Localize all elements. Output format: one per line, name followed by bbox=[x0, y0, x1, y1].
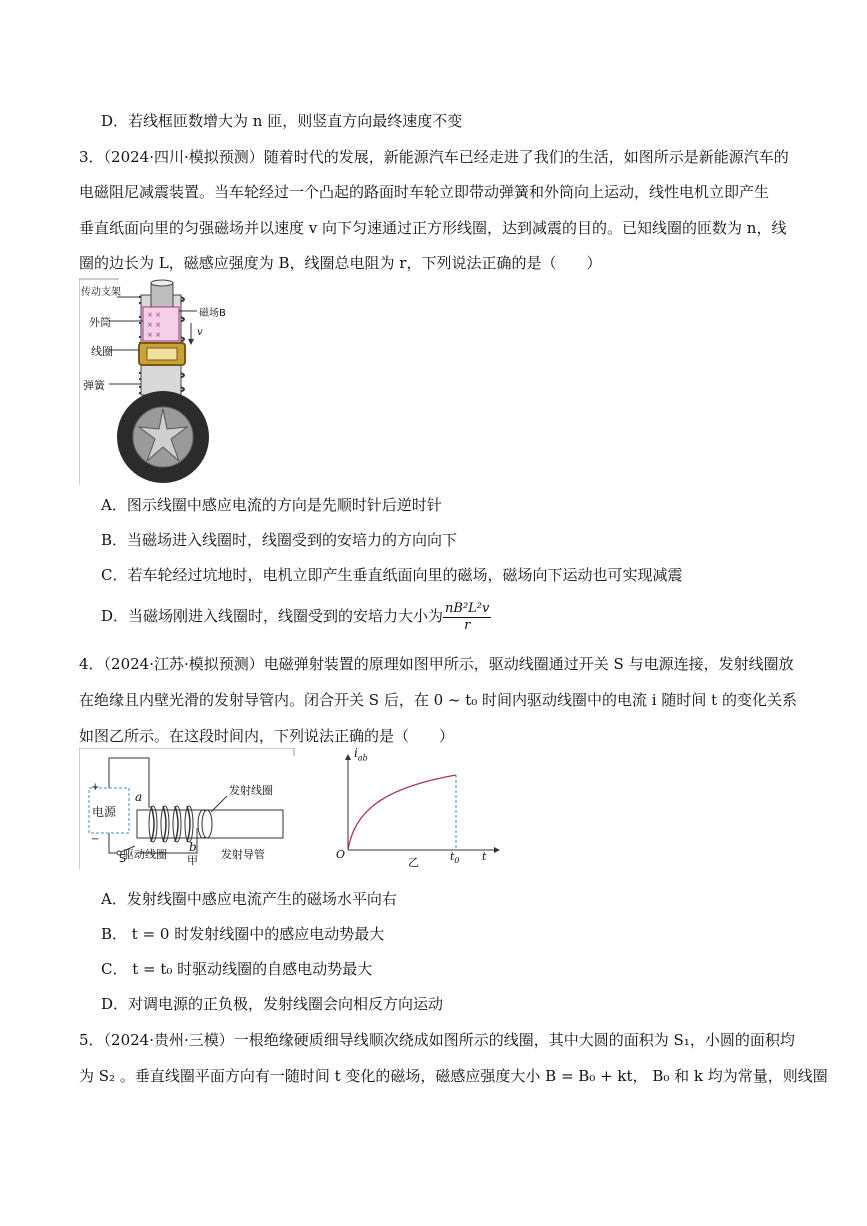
q3-line-3: 垂直纸面向里的匀强磁场并以速度 v 向下匀速通过正方形线圈，达到减震的目的。已知线圈的匝数为 n，线 bbox=[79, 219, 787, 237]
svg-text:× ×: × × bbox=[147, 321, 161, 329]
q5-line-1: 5．（2024·贵州·三模）一根绝缘硬质细导线顺次绕成如图所示的线圈，其中大圆的面积为 S₁，小圆的面积均 bbox=[79, 1031, 795, 1049]
y-axis-subscript: ab bbox=[357, 753, 368, 763]
q4-option-c: C． t = t₀ 时驱动线圈的自感电动势最大 bbox=[101, 960, 373, 978]
origin-label: O bbox=[336, 848, 346, 861]
terminal-a-label: a bbox=[135, 790, 143, 804]
svg-text:× ×: × × bbox=[147, 331, 161, 339]
y-axis-symbol: i bbox=[354, 746, 358, 760]
t0-symbol: t bbox=[450, 850, 455, 863]
drive-coil-label: 驱动线圈 bbox=[123, 848, 167, 861]
fraction-denominator: r bbox=[464, 617, 471, 633]
q4-line-3: 如图乙所示。在这段时间内，下列说法正确的是（ ） bbox=[79, 727, 455, 745]
launch-tube-label: 发射导管 bbox=[221, 848, 265, 861]
plus-terminal: + bbox=[91, 782, 100, 793]
fraction-numerator: nB²L²v bbox=[445, 600, 490, 616]
q3-line-4: 圈的边长为 L，磁感应强度为 B，线圈总电阻为 r，下列说法正确的是（ ） bbox=[79, 254, 602, 272]
q4-option-a: A．发射线圈中感应电流产生的磁场水平向右 bbox=[101, 890, 397, 908]
figure-a-caption: 甲 bbox=[187, 854, 198, 867]
svg-text:× ×: × × bbox=[147, 311, 161, 319]
minus-terminal: − bbox=[91, 834, 100, 845]
terminal-b-label: b bbox=[189, 840, 197, 854]
label-coil: 线圈 bbox=[91, 345, 113, 358]
q3-option-d bbox=[101, 598, 491, 634]
q4-figure-b bbox=[332, 746, 502, 870]
launch-coil-label: 发射线圈 bbox=[229, 784, 273, 797]
q3-line-2: 电磁阻尼减震装置。当车轮经过一个凸起的路面时车轮立即带动弹簧和外筒向上运动，线性电机立即产生 bbox=[79, 183, 770, 201]
t0-label bbox=[450, 850, 460, 865]
q4-figure-a bbox=[79, 748, 299, 870]
q3-option-a: A．图示线圈中感应电流的方向是先顺时针后逆时针 bbox=[101, 496, 442, 514]
switch-label: S bbox=[119, 852, 126, 865]
label-support: 传动支架 bbox=[81, 287, 121, 298]
label-outer-tube: 外筒 bbox=[89, 316, 111, 329]
q4-option-b: B． t = 0 时发射线圈中的感应电动势最大 bbox=[101, 925, 385, 943]
current-time-graph bbox=[332, 752, 502, 870]
q4-line-1: 4．（2024·江苏·模拟预测）电磁弹射装置的原理如图甲所示，驱动线圈通过开关 S 与电源连接，发射线圈放 bbox=[79, 655, 794, 673]
q4-option-d: D．对调电源的正负极，发射线圈会向相反方向运动 bbox=[101, 995, 444, 1013]
y-axis-label bbox=[354, 746, 368, 762]
q3-option-b: B．当磁场进入线圈时，线圈受到的安培力的方向向下 bbox=[101, 531, 458, 549]
q3-line-1: 3．（2024·四川·模拟预测）随着时代的发展，新能源汽车已经走进了我们的生活，如图所示是新能源汽车的 bbox=[79, 148, 789, 166]
power-source-label: 电源 bbox=[92, 805, 117, 819]
q3-option-c: C．若车轮经过坑地时，电机立即产生垂直纸面向里的磁场，磁场向下运动也可实现减震 bbox=[101, 566, 683, 584]
label-spring: 弹簧 bbox=[83, 379, 105, 392]
x-axis-label: t bbox=[482, 850, 487, 863]
q4-line-2: 在绝缘且内壁光滑的发射导管内。闭合开关 S 后，在 0 ~ t₀ 时间内驱动线圈中的电流 i 随时间 t 的变化关系 bbox=[79, 691, 797, 709]
label-velocity: v bbox=[197, 327, 203, 338]
option-d-prev: D．若线框匝数增大为 n 匝，则竖直方向最终速度不变 bbox=[101, 112, 463, 130]
q3-option-d-text: D．当磁场刚进入线圈时，线圈受到的安培力大小为 bbox=[101, 607, 444, 625]
t0-subscript: 0 bbox=[454, 856, 460, 866]
figure-b-caption: 乙 bbox=[408, 856, 419, 869]
label-field-b: 磁场B bbox=[199, 308, 226, 319]
force-fraction bbox=[443, 601, 491, 634]
q5-line-2: 为 S₂ 。垂直线圈平面方向有一随时间 t 变化的磁场，磁感应强度大小 B = B₀ + kt， B₀ 和 k 均为常量，则线圈 bbox=[79, 1067, 828, 1085]
q3-figure bbox=[79, 277, 249, 485]
